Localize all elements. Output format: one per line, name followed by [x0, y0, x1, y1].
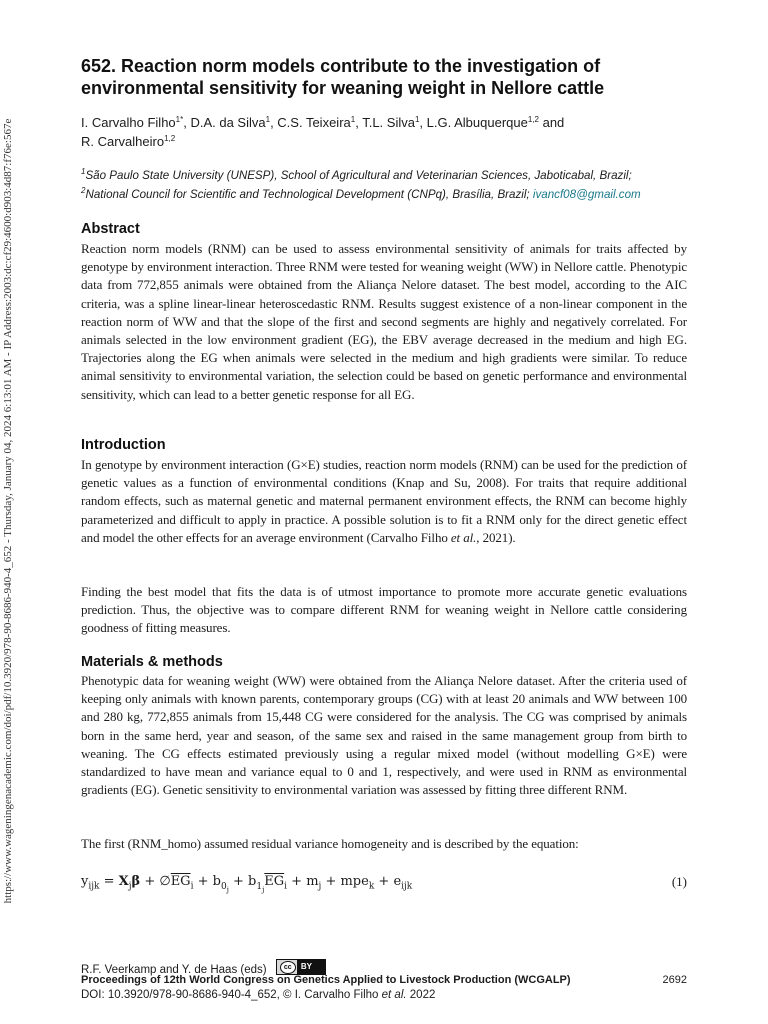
author: T.L. Silva [362, 115, 415, 130]
cc-by-license-icon[interactable]: cc BY [276, 959, 326, 975]
page-number: 2692 [662, 974, 687, 986]
equation-1 [81, 873, 687, 893]
footer-proceedings: Proceedings of 12th World Congress on Genetics Applied to Livestock Production (WCGALP) 2692 [81, 974, 687, 986]
equation-number: (1) [671, 874, 687, 889]
equation-expression: $y_{ijk} = X_j\beta$ + $\emptyset\overline{EG}_i + b_{0_j} + b_{1_j}\overline{EG}_i + m_j + mpe_k + e_{ijk}$ [81, 874, 413, 894]
methods-heading: Materials & methods [81, 654, 223, 670]
download-watermark: https://www.wageningenacademic.com/doi/pdf/10.3920/978-90-8686-940-4_652 - Thursday, January 04, 2024 6:13:01 AM - IP Address:2003:dc:cf29:4600:d903:4d87:f76e:567e [2, 118, 14, 904]
author: I. Carvalho Filho [81, 115, 176, 130]
author: D.A. da Silva [190, 115, 266, 130]
methods-paragraph-2: The first (RNM_homo) assumed residual variance homogeneity and is described by the equation: [81, 836, 579, 851]
author: R. Carvalheiro [81, 134, 165, 149]
author-list: I. Carvalho Filho$^{1*}$, D.A. da Silva$^1$, C.S. Teixeira$^1$, T.L. Silva$^1$, L.G. Albuquerque$^{1,2}$ and R. Carvalheiro$^{1,2}$ [81, 115, 565, 149]
abstract-text: Reaction norm models (RNM) can be used to assess environmental sensitivity of animals for traits affected by genotype by environment interaction. Three RNM were tested for weaning weight (WW) in Nellore cattle. Phenotypic data from 772,855 animals were obtained from the Aliança Nelore dataset. The best model, according to the AIC criteria, was a spline linear-linear heteroscedastic RNM. Results suggest existence of a non-linear component in the reaction norm of WW and that the slope of the first and second segments are highly and negatively correlated. For animals selected in the low environment gradient (EG), the EBV average decreased in the medium and high EG. Trajectories along the EG when animals were selected in the medium and high gradients were similar. To reduce animal sensitivity to environmental variation, the selection could be based on genetic performance and environmental sensitivity, which can lead to a better genetic response for all EG. [81, 241, 687, 402]
introduction-paragraph-2: Finding the best model that fits the data is of utmost importance to promote more accurate genetic evaluations prediction. Thus, the objective was to compare different RNM for weaning weight in Nellore cattle considering goodness of fitting measures. [81, 584, 687, 636]
paper-title: 652. Reaction norm models contribute to the investigation of environmental sensitivity for weaning weight in Nellore cattle [81, 56, 605, 98]
author: C.S. Teixeira [277, 115, 351, 130]
introduction-heading: Introduction [81, 437, 166, 453]
footer-editors: R.F. Veerkamp and Y. de Haas (eds) cc BY [81, 957, 687, 978]
affiliation-1: $^1$São Paulo State University (UNESP), School of Agricultural and Veterinarian Sciences, Jaboticabal, Brazil; [81, 167, 632, 182]
introduction-paragraph-1: In genotype by environment interaction (G×E) studies, reaction norm models (RNM) can be used for the prediction of genetic values as a function of environmental conditions (Knap and Su, 2008). For traits that require additional random effects, such as maternal genetic and maternal permanent environment effects, the RNM can become highly parameterized and difficult to apply in practice. A possible solution is to fit a RNM only for the direct genetic effect and model the other effects for an average environment (Carvalho Filho et al., 2021). [81, 457, 687, 545]
email-link[interactable]: ivancf08@gmail.com [532, 188, 641, 201]
author: L.G. Albuquerque [426, 115, 528, 130]
affiliation-2: $^2$National Council for Scientific and Technological Development (CNPq), Brasília, Brazil; ivancf08@gmail.com [81, 186, 641, 201]
methods-paragraph-1: Phenotypic data for weaning weight (WW) were obtained from the Aliança Nelore dataset. After the criteria used of keeping only animals with known parents, contemporary groups (CG) with at least 20 animals and WW between 100 and 280 kg, 772,855 animals from 15,448 CG were considered for the analysis. The CG was comprised by animals born in the same herd, year and season, of the same sex and raised in the same management group from birth to weaning. The CG effects estimated previously using a regular mixed model (without modelling G×E) were standardized to have mean and variance equal to 0 and 1, respectively, and were used in RNM as environmental gradients (EG). Genetic sensitivity to environmental variation was assessed by fitting three different RNM. [81, 673, 687, 798]
footer-doi: DOI: 10.3920/978-90-8686-940-4_652, © I. Carvalho Filho et al. 2022 [81, 989, 436, 1001]
abstract-heading: Abstract [81, 221, 140, 237]
